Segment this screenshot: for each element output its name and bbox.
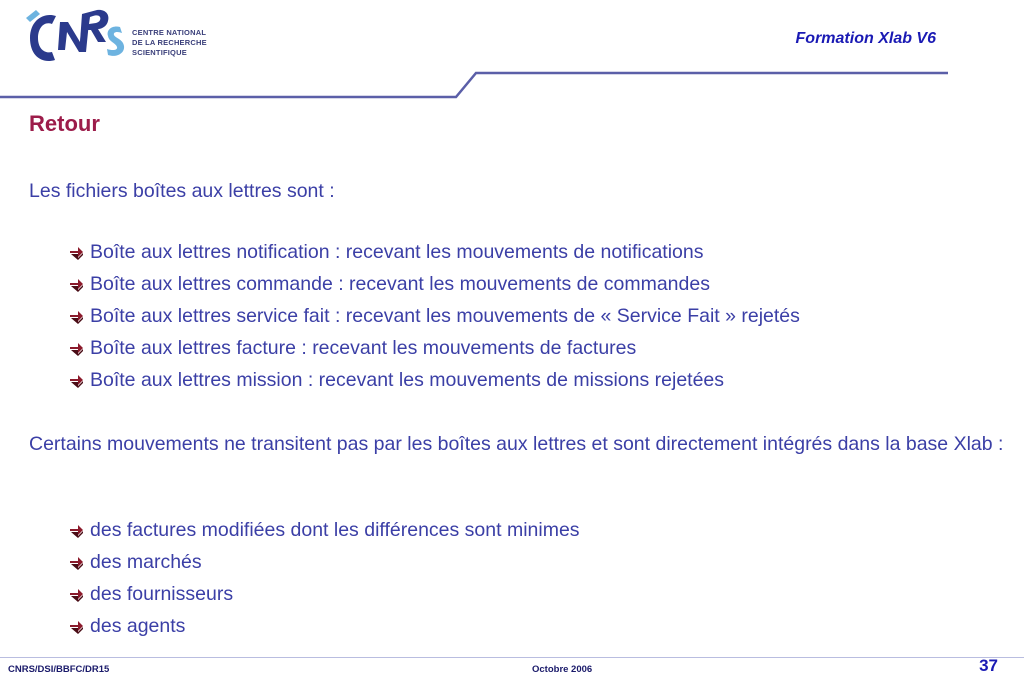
list-item — [68, 364, 800, 396]
arrow-bullet-icon — [68, 244, 84, 260]
list-item — [68, 546, 580, 578]
footer-date: Octobre 2006 — [532, 664, 593, 675]
list-item-text: Boîte aux lettres notification : recevant les mouvements de notifications — [90, 240, 704, 263]
list-item-text: des agents — [90, 614, 186, 637]
list-item-text: Boîte aux lettres commande : recevant les mouvements de commandes — [90, 272, 710, 295]
intro-paragraph: Les fichiers boîtes aux lettres sont : — [29, 180, 335, 202]
header-rule — [0, 66, 1024, 106]
direct-items-list — [68, 514, 580, 642]
list-item-text: Boîte aux lettres facture : recevant les mouvements de factures — [90, 336, 637, 359]
header-title: Formation Xlab V6 — [795, 30, 936, 47]
list-item — [68, 610, 580, 642]
list-item — [68, 236, 800, 268]
cnrs-logo-text — [132, 28, 207, 58]
footer-department: CNRS/DSI/BBFC/DR15 — [8, 664, 110, 675]
direct-integration-paragraph: Certains mouvements ne transitent pas par les boîtes aux lettres et sont directement intégrés dans la base Xlab : — [29, 433, 1004, 455]
list-item-text: des marchés — [90, 550, 202, 573]
footer-rule — [0, 657, 1024, 658]
arrow-bullet-icon — [68, 340, 84, 356]
list-item-text: des factures modifiées dont les différences sont minimes — [90, 518, 580, 541]
list-item — [68, 514, 580, 546]
arrow-bullet-icon — [68, 586, 84, 602]
list-item — [68, 300, 800, 332]
logo-line-1: CENTRE NATIONAL — [132, 28, 207, 37]
list-item — [68, 578, 580, 610]
logo-line-3: SCIENTIFIQUE — [132, 48, 187, 57]
arrow-bullet-icon — [68, 618, 84, 634]
section-title: Retour — [29, 111, 100, 136]
arrow-bullet-icon — [68, 372, 84, 388]
cnrs-logo — [22, 6, 207, 70]
list-item-text: Boîte aux lettres mission : recevant les mouvements de missions rejetées — [90, 368, 725, 391]
list-item-text: Boîte aux lettres service fait : recevant les mouvements de « Service Fait » rejetés — [90, 304, 800, 327]
list-item-text: des fournisseurs — [90, 582, 234, 605]
logo-line-2: DE LA RECHERCHE — [132, 38, 207, 47]
page-number: 37 — [979, 656, 998, 675]
mailbox-list — [68, 236, 800, 396]
list-item — [68, 332, 800, 364]
arrow-bullet-icon — [68, 308, 84, 324]
arrow-bullet-icon — [68, 554, 84, 570]
list-item — [68, 268, 800, 300]
arrow-bullet-icon — [68, 522, 84, 538]
cnrs-logo-mark — [22, 6, 130, 70]
arrow-bullet-icon — [68, 276, 84, 292]
